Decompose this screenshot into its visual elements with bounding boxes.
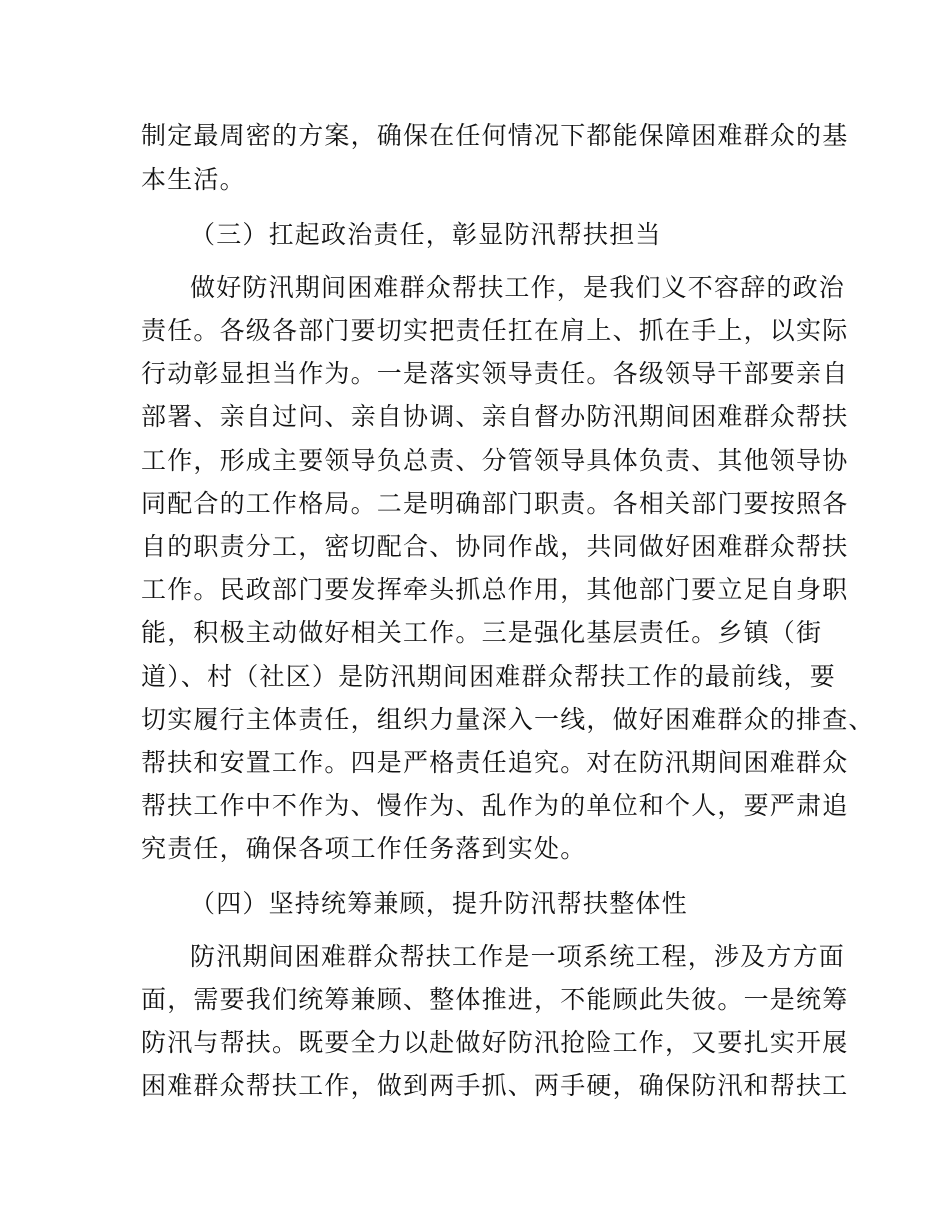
body-text-line: 部署、亲自过问、亲自协调、亲自督办防汛期间困难群众帮扶 bbox=[141, 402, 849, 431]
section-heading-3: （三）扛起政治责任，彰显防汛帮扶担当 bbox=[190, 220, 662, 249]
body-text-line: 防汛期间困难群众帮扶工作是一项系统工程，涉及方方面 bbox=[190, 942, 846, 971]
body-text-line: 同配合的工作格局。二是明确部门职责。各相关部门要按照各 bbox=[141, 489, 849, 518]
body-text-line: 制定最周密的方案，确保在任何情况下都能保障困难群众的基 bbox=[141, 121, 849, 150]
body-text-line: 工作，形成主要领导负总责、分管领导具体负责、其他领导协 bbox=[141, 446, 849, 475]
body-text-line: 面，需要我们统筹兼顾、整体推进，不能顾此失彼。一是统筹 bbox=[141, 985, 849, 1014]
body-text-line: 道）、村（社区）是防汛期间困难群众帮扶工作的最前线，要 bbox=[141, 662, 836, 691]
body-text-line: 困难群众帮扶工作，做到两手抓、两手硬，确保防汛和帮扶工 bbox=[141, 1071, 849, 1100]
body-text-line: 自的职责分工，密切配合、协同作战，共同做好困难群众帮扶 bbox=[141, 532, 849, 561]
body-text-line: 切实履行主体责任，组织力量深入一线，做好困难群众的排查、 bbox=[141, 705, 875, 734]
body-text-line: 帮扶和安置工作。四是严格责任追究。对在防汛期间困难群众 bbox=[141, 748, 849, 777]
body-text-line: 本生活。 bbox=[141, 165, 246, 194]
body-text-line: 做好防汛期间困难群众帮扶工作，是我们义不容辞的政治 bbox=[190, 273, 846, 302]
body-text-line: 能，积极主动做好相关工作。三是强化基层责任。乡镇（街 bbox=[141, 618, 823, 647]
body-text-line: 责任。各级各部门要切实把责任扛在肩上、抓在手上，以实际 bbox=[141, 316, 849, 345]
section-heading-4: （四）坚持统筹兼顾，提升防汛帮扶整体性 bbox=[190, 889, 688, 918]
body-text-line: 工作。民政部门要发挥牵头抓总作用，其他部门要立足自身职 bbox=[141, 575, 849, 604]
body-text-line: 防汛与帮扶。既要全力以赴做好防汛抢险工作，又要扎实开展 bbox=[141, 1028, 849, 1057]
body-text-line: 究责任，确保各项工作任务落到实处。 bbox=[141, 834, 587, 863]
body-text-line: 帮扶工作中不作为、慢作为、乱作为的单位和个人，要严肃追 bbox=[141, 791, 849, 820]
body-text-line: 行动彰显担当作为。一是落实领导责任。各级领导干部要亲自 bbox=[141, 359, 849, 388]
